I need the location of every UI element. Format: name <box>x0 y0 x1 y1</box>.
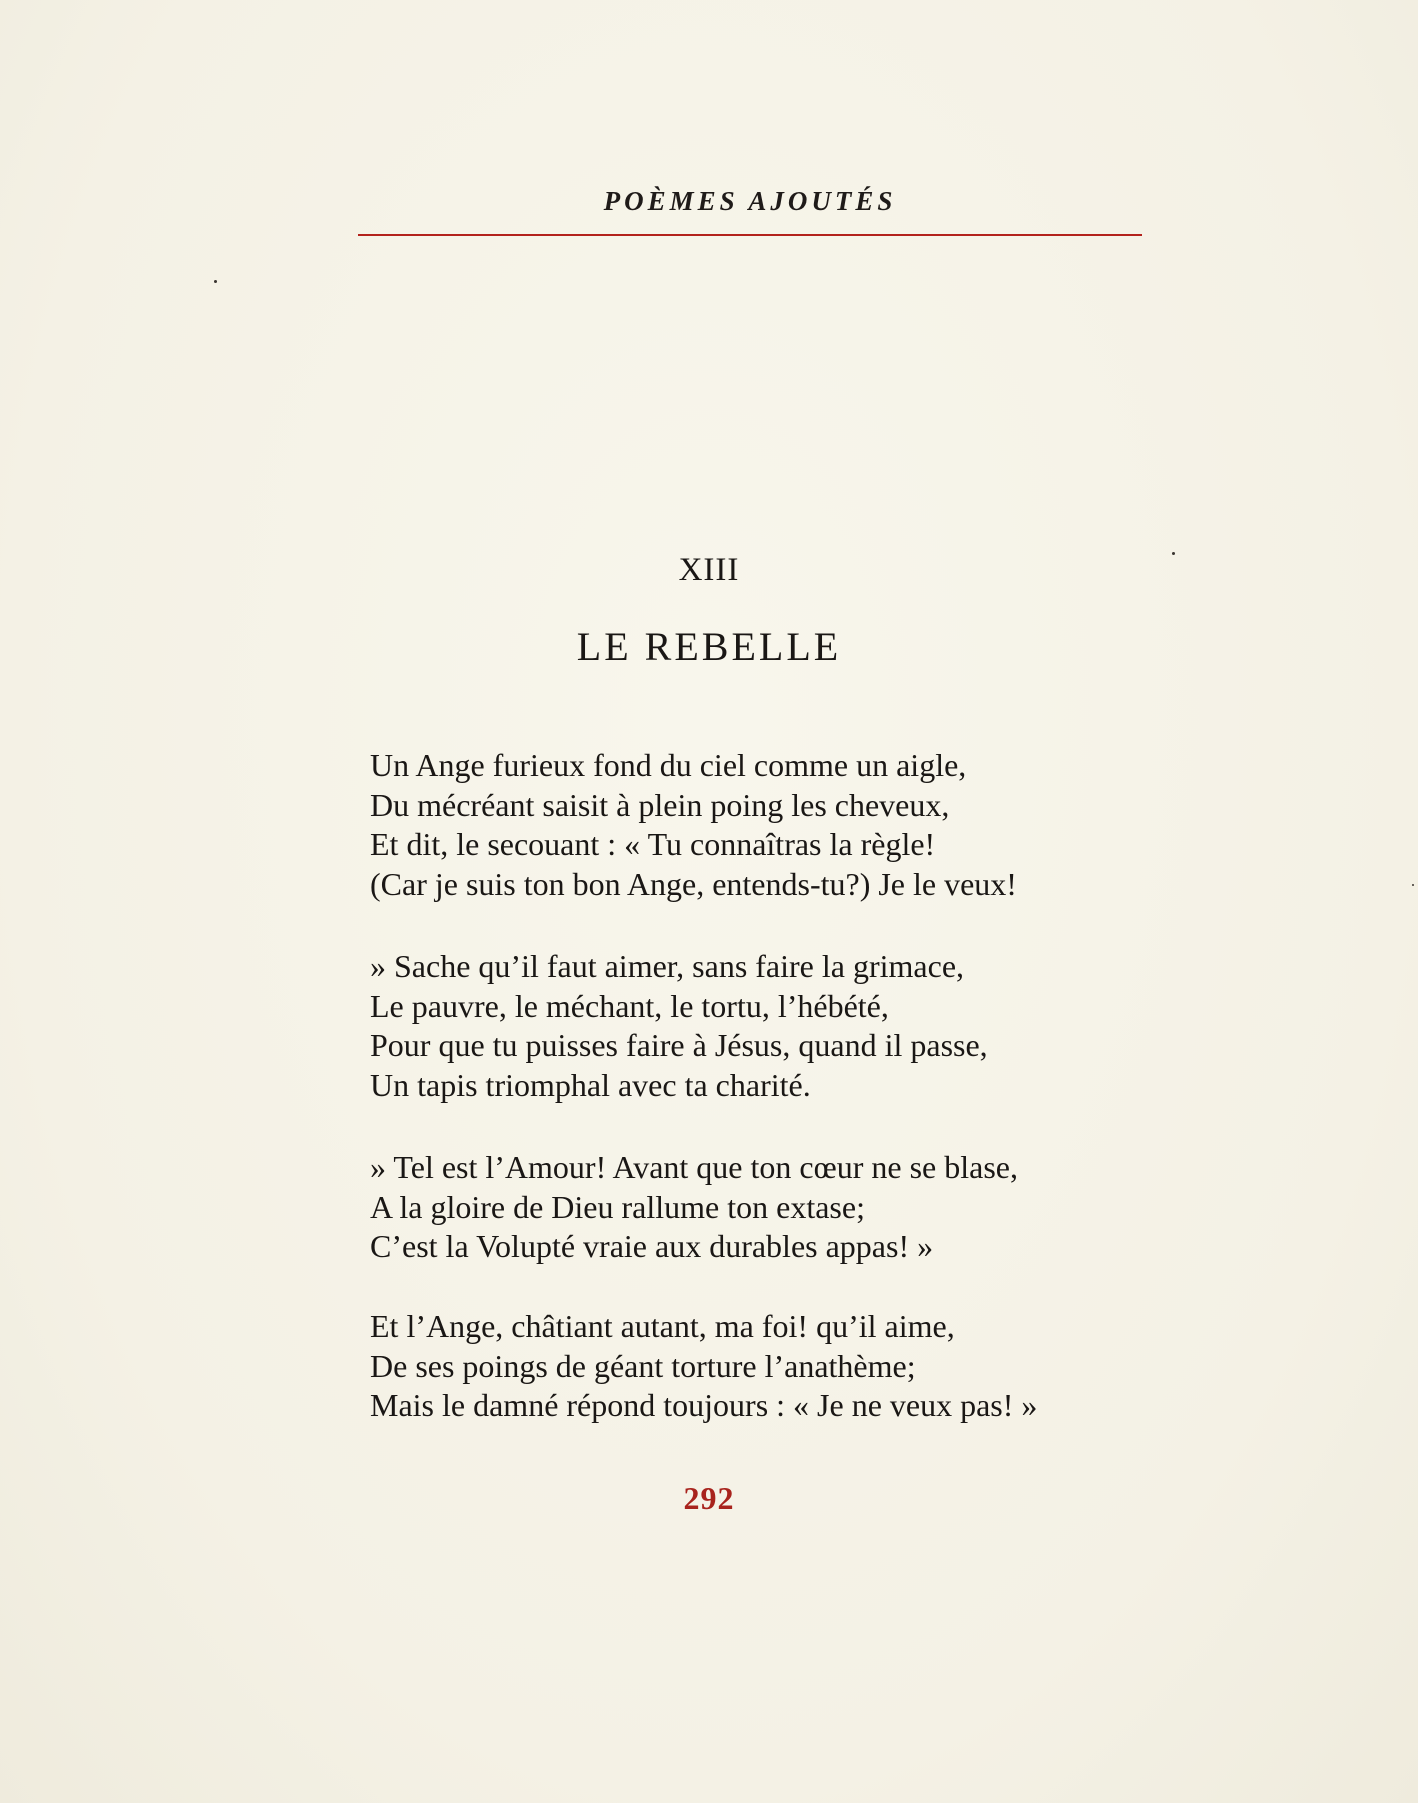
verse-line: Et dit, le secouant : « Tu connaîtras la règle! <box>370 826 936 862</box>
paper-speck <box>1172 552 1175 555</box>
verse-line: Du mécréant saisit à plein poing les cheveux, <box>370 786 950 823</box>
poem-title: LE REBELLE <box>576 624 842 669</box>
header-rule <box>358 234 1142 236</box>
stanza-2 <box>370 947 1170 1105</box>
verse-line: C’est la Volupté vraie aux durables appas! » <box>370 1228 934 1264</box>
verse-line: » Tel est l’Amour! Avant que ton cœur ne se blase, <box>370 1149 1018 1185</box>
verse-line: De ses poings de géant torture l’anathème; <box>370 1347 916 1384</box>
stanza-1 <box>370 746 1170 904</box>
verse-line: Et l’Ange, châtiant autant, ma foi! qu’il aime, <box>370 1308 955 1344</box>
stanza-4 <box>370 1307 1170 1426</box>
verse-line: » Sache qu’il faut aimer, sans faire la grimace, <box>370 948 965 984</box>
verse-line: Un tapis triomphal avec ta charité. <box>370 1066 811 1103</box>
stanza-3 <box>370 1148 1170 1267</box>
running-head: POÈMES AJOUTÉS <box>603 186 897 216</box>
paper-speck <box>214 280 217 283</box>
verse-line: Pour que tu puisses faire à Jésus, quand il passe, <box>370 1027 988 1063</box>
verse-line: (Car je suis ton bon Ange, entends-tu?) Je le veux! <box>370 865 1017 902</box>
verse-line: Le pauvre, le méchant, le tortu, l’hébété, <box>370 987 889 1024</box>
verse-line: Mais le damné répond toujours : « Je ne veux pas! » <box>370 1387 1038 1423</box>
page-number: 292 <box>683 1480 735 1516</box>
poem-number: XIII <box>678 552 740 588</box>
verse-line: A la gloire de Dieu rallume ton extase; <box>370 1188 865 1225</box>
verse-line: Un Ange furieux fond du ciel comme un aigle, <box>370 747 967 783</box>
paper-speck <box>1412 884 1414 886</box>
